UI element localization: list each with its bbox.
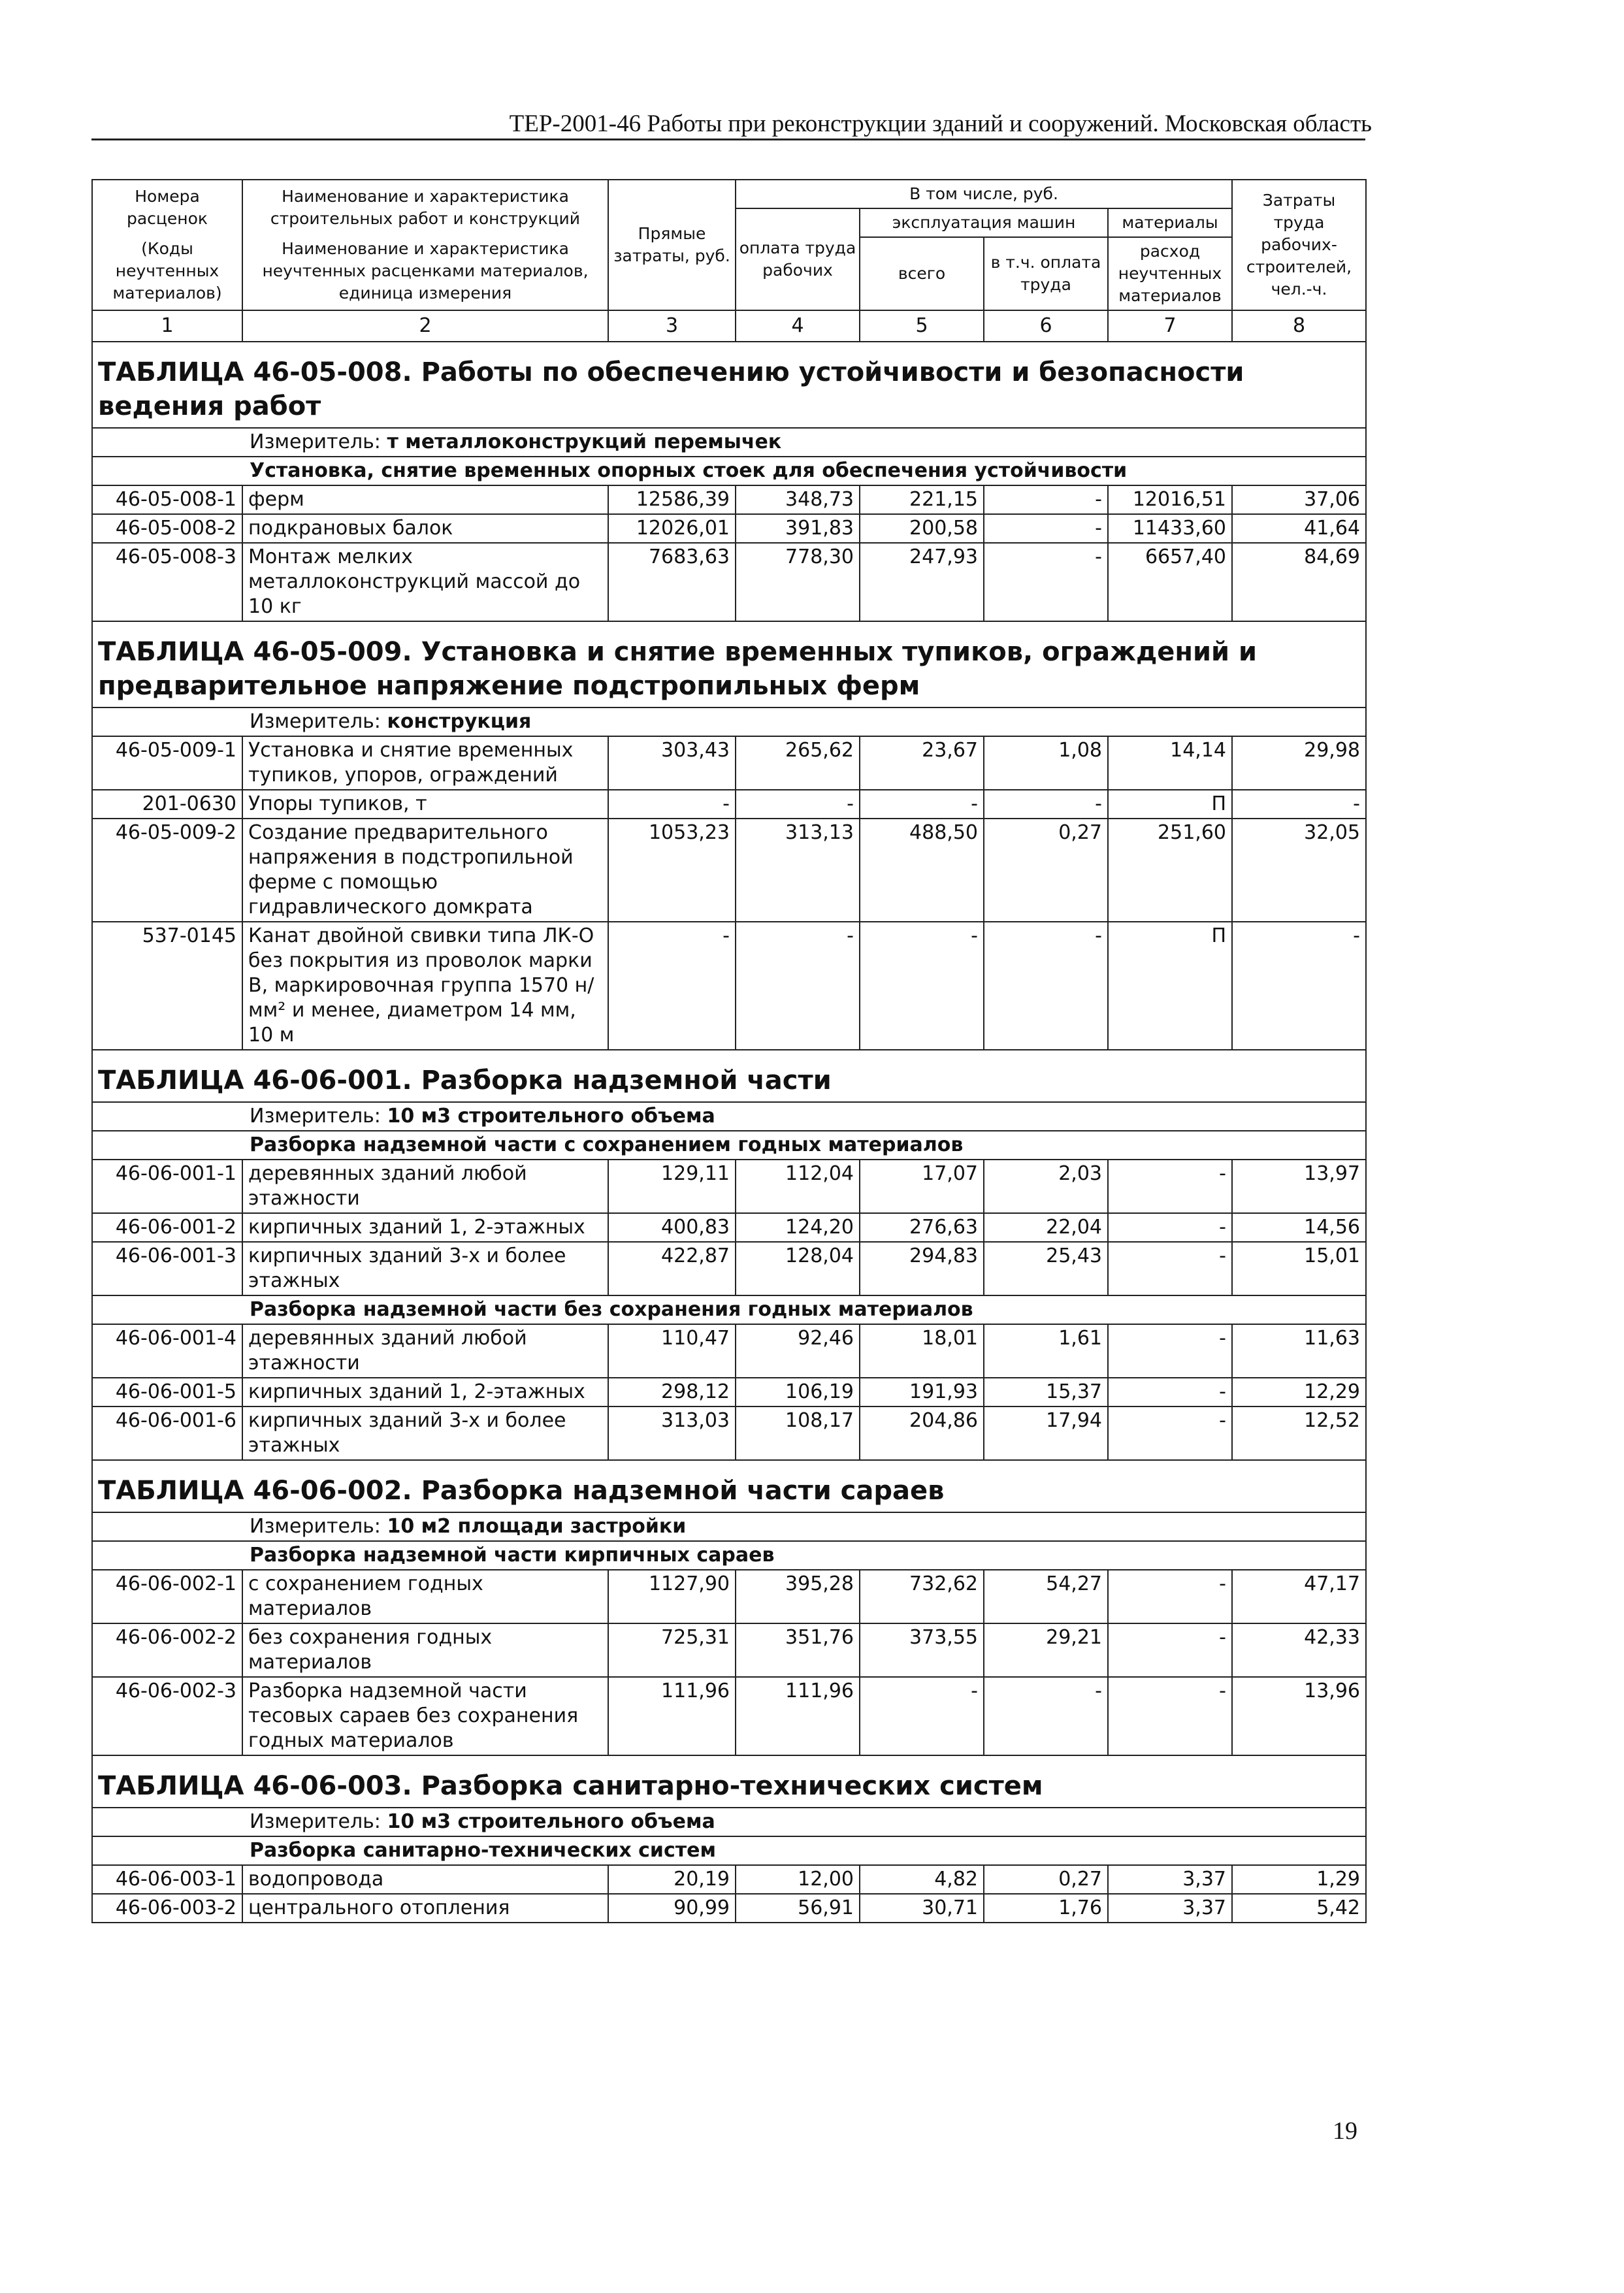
labor-hours: 42,33 [1232, 1623, 1366, 1677]
wages: 111,96 [736, 1677, 860, 1755]
labor-hours: 32,05 [1232, 819, 1366, 922]
column-number: 4 [736, 310, 860, 342]
rate-code: 46-06-001-6 [92, 1407, 242, 1460]
table-row [92, 819, 1366, 922]
materials-unaccounted: П [1108, 790, 1232, 819]
machines-wages: 1,61 [984, 1324, 1108, 1378]
section-name: Разборка надземной части сараев [421, 1476, 945, 1506]
rate-code: 201-0630 [92, 790, 242, 819]
machines-wages: 0,27 [984, 819, 1108, 922]
machines-total: 373,55 [860, 1623, 984, 1677]
machines-wages: 15,37 [984, 1378, 1108, 1407]
labor-hours: 5,42 [1232, 1894, 1366, 1923]
section-title [92, 342, 1366, 428]
unit-cell [92, 707, 1366, 736]
header-machines: эксплуатация машин [860, 208, 1108, 237]
machines-total: 488,50 [860, 819, 984, 922]
header-machines-total: всего [860, 237, 984, 310]
group-subtitle-row [92, 1295, 1366, 1324]
direct-costs: 90,99 [608, 1894, 736, 1923]
rate-code: 46-06-003-2 [92, 1894, 242, 1923]
column-number: 8 [1232, 310, 1366, 342]
rate-code: 46-05-008-3 [92, 543, 242, 621]
header-machines-wages: в т.ч. оплата труда [984, 237, 1108, 310]
section-title-row [92, 1460, 1366, 1512]
group-subtitle: Разборка надземной части без сохранения годных материалов [92, 1295, 1366, 1324]
header-row-1 [92, 180, 1366, 208]
column-number: 6 [984, 310, 1108, 342]
wages: 348,73 [736, 485, 860, 514]
section-label: ТАБЛИЦА [98, 1065, 244, 1096]
direct-costs: 422,87 [608, 1242, 736, 1295]
unit-cell [92, 1808, 1366, 1836]
machines-wages: - [984, 790, 1108, 819]
wages: 128,04 [736, 1242, 860, 1295]
machines-wages: - [984, 514, 1108, 543]
direct-costs: 111,96 [608, 1677, 736, 1755]
machines-wages: - [984, 543, 1108, 621]
materials-unaccounted: - [1108, 1324, 1232, 1378]
table-row [92, 922, 1366, 1050]
materials-unaccounted: 12016,51 [1108, 485, 1232, 514]
section-name: Работы по обеспечению устойчивости и безопасности ведения работ [98, 357, 1244, 421]
materials-unaccounted: 3,37 [1108, 1865, 1232, 1894]
materials-unaccounted: 3,37 [1108, 1894, 1232, 1923]
unit-row [92, 1512, 1366, 1541]
header-codes-bottom: (Коды неучтенных материалов) [112, 239, 222, 302]
machines-total: 23,67 [860, 736, 984, 790]
table-row [92, 1242, 1366, 1295]
rate-code: 46-06-001-1 [92, 1160, 242, 1213]
materials-unaccounted: - [1108, 1623, 1232, 1677]
materials-unaccounted: - [1108, 1570, 1232, 1623]
wages: - [736, 922, 860, 1050]
rate-code: 46-06-001-5 [92, 1378, 242, 1407]
column-number: 3 [608, 310, 736, 342]
table-row [92, 1623, 1366, 1677]
direct-costs: - [608, 790, 736, 819]
materials-unaccounted: П [1108, 922, 1232, 1050]
labor-hours: 11,63 [1232, 1324, 1366, 1378]
group-subtitle: Разборка надземной части с сохранением годных материалов [92, 1131, 1366, 1160]
wages: 265,62 [736, 736, 860, 790]
header-unaccounted-materials: расход неучтенных материалов [1108, 237, 1232, 310]
wages: 12,00 [736, 1865, 860, 1894]
materials-unaccounted: - [1108, 1160, 1232, 1213]
work-name: Разборка надземной части тесовых сараев без сохранения годных материалов [242, 1677, 608, 1755]
wages: 313,13 [736, 819, 860, 922]
materials-unaccounted: - [1108, 1213, 1232, 1242]
table-row [92, 1160, 1366, 1213]
machines-total: 732,62 [860, 1570, 984, 1623]
header-codes [92, 180, 242, 310]
work-name: без сохранения годных материалов [242, 1623, 608, 1677]
work-name: ферм [242, 485, 608, 514]
header-rule [91, 138, 1365, 140]
section-title [92, 1460, 1366, 1512]
header-materials: материалы [1108, 208, 1232, 237]
machines-wages: - [984, 1677, 1108, 1755]
rate-code: 46-05-008-1 [92, 485, 242, 514]
section-code: 46-06-001. [253, 1065, 412, 1096]
machines-total: - [860, 1677, 984, 1755]
direct-costs: 12026,01 [608, 514, 736, 543]
group-subtitle: Разборка санитарно-технических систем [92, 1836, 1366, 1865]
materials-unaccounted: 251,60 [1108, 819, 1232, 922]
section-code: 46-06-002. [253, 1476, 412, 1506]
section-name: Разборка санитарно-технических систем [421, 1771, 1043, 1801]
machines-wages: - [984, 922, 1108, 1050]
header-codes-top: Номера расценок [126, 187, 208, 228]
section-label: ТАБЛИЦА [98, 1476, 244, 1506]
column-number: 5 [860, 310, 984, 342]
work-name: деревянных зданий любой этажности [242, 1324, 608, 1378]
work-name: кирпичных зданий 1, 2-этажных [242, 1378, 608, 1407]
table-row [92, 1378, 1366, 1407]
unit-label: Измеритель: [250, 431, 381, 453]
wages: 351,76 [736, 1623, 860, 1677]
unit-cell [92, 428, 1366, 457]
unit-value: конструкция [387, 710, 532, 733]
group-subtitle-row [92, 1541, 1366, 1570]
header-labor-costs: Затраты труда рабочих-строителей, чел.-ч. [1232, 180, 1366, 310]
materials-unaccounted: 14,14 [1108, 736, 1232, 790]
materials-unaccounted: - [1108, 1677, 1232, 1755]
table-row [92, 485, 1366, 514]
labor-hours: 13,97 [1232, 1160, 1366, 1213]
direct-costs: 110,47 [608, 1324, 736, 1378]
machines-total: - [860, 922, 984, 1050]
wages: 106,19 [736, 1378, 860, 1407]
labor-hours: 41,64 [1232, 514, 1366, 543]
work-name: Монтаж мелких металлоконструкций массой до 10 кг [242, 543, 608, 621]
labor-hours: - [1232, 790, 1366, 819]
direct-costs: 20,19 [608, 1865, 736, 1894]
table-row [92, 1894, 1366, 1923]
wages: 92,46 [736, 1324, 860, 1378]
section-name: Разборка надземной части [421, 1065, 832, 1096]
unit-value: 10 м3 строительного объема [387, 1810, 715, 1833]
table-row [92, 1677, 1366, 1755]
direct-costs: 298,12 [608, 1378, 736, 1407]
direct-costs: 313,03 [608, 1407, 736, 1460]
labor-hours: 37,06 [1232, 485, 1366, 514]
unit-row [92, 707, 1366, 736]
direct-costs: 129,11 [608, 1160, 736, 1213]
work-name: Установка и снятие временных тупиков, упоров, ограждений [242, 736, 608, 790]
unit-label: Измеритель: [250, 1105, 381, 1128]
section-code: 46-06-003. [253, 1771, 412, 1801]
direct-costs: 7683,63 [608, 543, 736, 621]
section-title-row [92, 1755, 1366, 1808]
wages: 778,30 [736, 543, 860, 621]
machines-total: 294,83 [860, 1242, 984, 1295]
wages: 108,17 [736, 1407, 860, 1460]
machines-total: 204,86 [860, 1407, 984, 1460]
direct-costs: 12586,39 [608, 485, 736, 514]
table-row [92, 1570, 1366, 1623]
group-subtitle-row [92, 1131, 1366, 1160]
labor-hours: 47,17 [1232, 1570, 1366, 1623]
machines-wages: 17,94 [984, 1407, 1108, 1460]
work-name: центрального отопления [242, 1894, 608, 1923]
column-number: 1 [92, 310, 242, 342]
machines-total: 30,71 [860, 1894, 984, 1923]
table-row [92, 1865, 1366, 1894]
labor-hours: 15,01 [1232, 1242, 1366, 1295]
group-subtitle: Разборка надземной части кирпичных сараев [92, 1541, 1366, 1570]
work-name: Упоры тупиков, т [242, 790, 608, 819]
column-numbers-row [92, 310, 1366, 342]
machines-total: 4,82 [860, 1865, 984, 1894]
machines-wages: 2,03 [984, 1160, 1108, 1213]
section-title-row [92, 1050, 1366, 1102]
work-name: кирпичных зданий 3-х и более этажных [242, 1242, 608, 1295]
work-name: Канат двойной свивки типа ЛК-О без покрытия из проволок марки В, маркировочная группа 1570 н/мм² и менее, диаметром 14 мм, 10 м [242, 922, 608, 1050]
unit-row [92, 428, 1366, 457]
wages: 56,91 [736, 1894, 860, 1923]
wages: - [736, 790, 860, 819]
rate-code: 46-06-001-2 [92, 1213, 242, 1242]
work-name: водопровода [242, 1865, 608, 1894]
header-direct-costs: Прямые затраты, руб. [608, 180, 736, 310]
direct-costs: 400,83 [608, 1213, 736, 1242]
group-subtitle-row [92, 1836, 1366, 1865]
machines-total: 17,07 [860, 1160, 984, 1213]
rate-code: 537-0145 [92, 922, 242, 1050]
table-row [92, 1213, 1366, 1242]
wages: 124,20 [736, 1213, 860, 1242]
direct-costs: 303,43 [608, 736, 736, 790]
unit-label: Измеритель: [250, 710, 381, 733]
column-number: 2 [242, 310, 608, 342]
group-subtitle-row [92, 457, 1366, 485]
unit-cell [92, 1512, 1366, 1541]
table-row [92, 736, 1366, 790]
machines-wages: 1,76 [984, 1894, 1108, 1923]
rate-code: 46-06-003-1 [92, 1865, 242, 1894]
rate-code: 46-06-002-2 [92, 1623, 242, 1677]
page-number: 19 [1333, 2117, 1357, 2145]
section-title-row [92, 621, 1366, 707]
machines-wages: 25,43 [984, 1242, 1108, 1295]
header-name [242, 180, 608, 310]
direct-costs: 1053,23 [608, 819, 736, 922]
materials-unaccounted: 6657,40 [1108, 543, 1232, 621]
table-row [92, 1407, 1366, 1460]
machines-total: 191,93 [860, 1378, 984, 1407]
machines-total: 200,58 [860, 514, 984, 543]
machines-total: 276,63 [860, 1213, 984, 1242]
header-wages: оплата труда рабочих [736, 208, 860, 310]
section-label: ТАБЛИЦА [98, 637, 244, 667]
unit-label: Измеритель: [250, 1515, 381, 1538]
wages: 112,04 [736, 1160, 860, 1213]
materials-unaccounted: 11433,60 [1108, 514, 1232, 543]
work-name: кирпичных зданий 1, 2-этажных [242, 1213, 608, 1242]
work-name: с сохранением годных материалов [242, 1570, 608, 1623]
machines-wages: 0,27 [984, 1865, 1108, 1894]
wages: 391,83 [736, 514, 860, 543]
materials-unaccounted: - [1108, 1378, 1232, 1407]
labor-hours: 13,96 [1232, 1677, 1366, 1755]
section-title [92, 1755, 1366, 1808]
machines-wages: 22,04 [984, 1213, 1108, 1242]
rate-code: 46-06-001-3 [92, 1242, 242, 1295]
table-row [92, 1324, 1366, 1378]
machines-total: - [860, 790, 984, 819]
column-number: 7 [1108, 310, 1232, 342]
rate-code: 46-06-002-1 [92, 1570, 242, 1623]
section-title-row [92, 342, 1366, 428]
machines-total: 18,01 [860, 1324, 984, 1378]
materials-unaccounted: - [1108, 1407, 1232, 1460]
table-row [92, 514, 1366, 543]
section-name: Установка и снятие временных тупиков, ограждений и предварительное напряжение подстропильных ферм [98, 637, 1258, 701]
page-header: ТЕР-2001-46 Работы при реконструкции зданий и сооружений. Московская область [509, 110, 1372, 137]
table-row [92, 543, 1366, 621]
labor-hours: - [1232, 922, 1366, 1050]
labor-hours: 14,56 [1232, 1213, 1366, 1242]
direct-costs: 1127,90 [608, 1570, 736, 1623]
unit-value: 10 м2 площади застройки [387, 1515, 687, 1538]
unit-label: Измеритель: [250, 1810, 381, 1833]
rate-code: 46-05-009-1 [92, 736, 242, 790]
rate-code: 46-05-009-2 [92, 819, 242, 922]
rate-code: 46-06-002-3 [92, 1677, 242, 1755]
table-row [92, 790, 1366, 819]
rate-code: 46-06-001-4 [92, 1324, 242, 1378]
machines-total: 247,93 [860, 543, 984, 621]
direct-costs: - [608, 922, 736, 1050]
unit-cell [92, 1102, 1366, 1131]
labor-hours: 1,29 [1232, 1865, 1366, 1894]
unit-row [92, 1102, 1366, 1131]
header-name-bottom: Наименование и характеристика неучтенных расценками материалов, единица измерения [262, 239, 589, 302]
section-title [92, 1050, 1366, 1102]
header-name-top: Наименование и характеристика строительных работ и конструкций [270, 187, 581, 228]
section-title [92, 621, 1366, 707]
machines-wages: 29,21 [984, 1623, 1108, 1677]
labor-hours: 29,98 [1232, 736, 1366, 790]
estimate-table [91, 179, 1367, 1923]
work-name: Создание предварительного напряжения в подстропильной ферме с помощью гидравлического домкрата [242, 819, 608, 922]
labor-hours: 84,69 [1232, 543, 1366, 621]
rate-code: 46-05-008-2 [92, 514, 242, 543]
unit-value: т металлоконструкций перемычек [387, 431, 782, 453]
wages: 395,28 [736, 1570, 860, 1623]
header-including-group: В том числе, руб. [736, 180, 1232, 208]
work-name: подкрановых балок [242, 514, 608, 543]
machines-wages: - [984, 485, 1108, 514]
section-label: ТАБЛИЦА [98, 1771, 244, 1801]
section-code: 46-05-009. [253, 637, 412, 667]
unit-value: 10 м3 строительного объема [387, 1105, 715, 1128]
section-code: 46-05-008. [253, 357, 412, 387]
labor-hours: 12,29 [1232, 1378, 1366, 1407]
materials-unaccounted: - [1108, 1242, 1232, 1295]
group-subtitle: Установка, снятие временных опорных стоек для обеспечения устойчивости [92, 457, 1366, 485]
machines-total: 221,15 [860, 485, 984, 514]
machines-wages: 54,27 [984, 1570, 1108, 1623]
work-name: кирпичных зданий 3-х и более этажных [242, 1407, 608, 1460]
unit-row [92, 1808, 1366, 1836]
machines-wages: 1,08 [984, 736, 1108, 790]
direct-costs: 725,31 [608, 1623, 736, 1677]
labor-hours: 12,52 [1232, 1407, 1366, 1460]
work-name: деревянных зданий любой этажности [242, 1160, 608, 1213]
section-label: ТАБЛИЦА [98, 357, 244, 387]
